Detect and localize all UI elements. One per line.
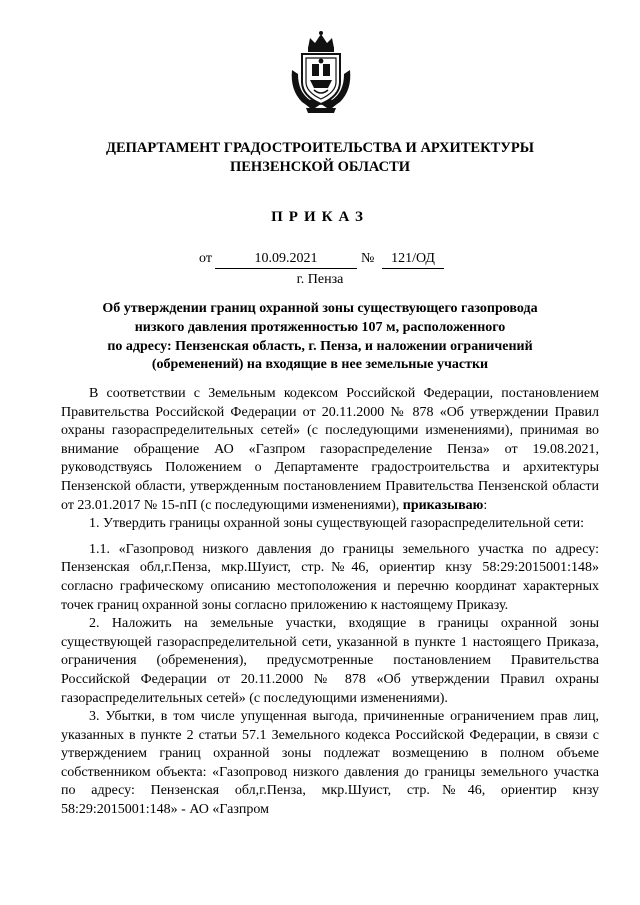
order-title-line: низкого давления протяженностью 107 м, расположенного — [134, 319, 506, 335]
preamble-paragraph — [61, 385, 599, 515]
order-date: 10.09.2021 — [215, 250, 357, 269]
preamble-text: В соответствии с Земельным кодексом Российской Федерации, постановлением Правительства Российской Федерации от 20.11.2000 № 878 «Об утверждении Правил охраны газораспределительных сетей» (с последующими изменениями), принимая во внимание обращение АО «Газпром газораспределение Пенза» от 19.08.2021, руководствуясь Положением о Департаменте градостроительства и архитектуры Пензенской области, утвержденным постановлением Правительства Пензенской области от 23.01.2017 № 15-пП (с последующими изменениями), — [61, 386, 599, 513]
document-type-heading: ПРИКАЗ — [271, 209, 369, 225]
order-title-line: Об утверждении границ охранной зоны существующего газопровода — [102, 301, 538, 316]
department-name-line1: ДЕПАРТАМЕНТ ГРАДОСТРОИТЕЛЬСТВА И АРХИТЕКТУРЫ — [105, 140, 535, 156]
order-body — [61, 385, 599, 820]
item-1: 1. Утвердить границы охранной зоны существующей газораспределительной сети: — [89, 516, 584, 532]
city: г. Пенза — [296, 272, 344, 287]
order-title-line: по адресу: Пензенская область, г. Пенза, и наложении ограничений — [107, 338, 533, 354]
department-name-line2: ПЕНЗЕНСКОЙ ОБЛАСТИ — [229, 159, 411, 175]
number-label: № — [361, 251, 375, 266]
item-1-1: 1.1. «Газопровод низкого давления до границы земельного участка по адресу: Пензенская обл,г.Пенза, мкр.Шуист, стр.№46, ориентир кнзу 58:29:2015001:148» согласно графическому описанию местоположения и перечню координат характерных точек границ охранной зоны согласно приложению к настоящему Приказу. — [61, 541, 599, 613]
order-title — [70, 300, 570, 375]
coat-of-arms-icon — [288, 30, 354, 114]
order-number: 121/ОД — [382, 250, 444, 269]
order-verb: приказываю — [402, 497, 484, 513]
preamble-colon: : — [483, 497, 488, 513]
item-3: 3. Убытки, в том числе упущенная выгода, причиненные ограничением прав лиц, указанных в пункте 2 статьи 57.1 Земельного кодекса Российской Федерации, в связи с утверждением границ охранной зоны подлежат возмещению в полном объеме собственником объекта: «Газопровод низкого давления до границы земельного участка по адресу: Пензенская обл,г.Пенза, мкр.Шуист, стр.№46, ориентир кнзу 58:29:2015001:148» - АО «Газпром — [61, 709, 599, 818]
from-label: от — [199, 251, 212, 266]
item-2: 2. Наложить на земельные участки, входящие в границы охранной зоны существующей газораспределительной сети, указанной в пункте 1 настоящего Приказа, ограничения (обременения), предусмотренные постановлением Правительства Российской Федерации от 20.11.2000 № 878 «Об утверждении Правил охраны газораспределительных сетей» (с последующими изменениями). — [61, 616, 599, 706]
order-title-line: (обременений) на входящие в нее земельные участки — [151, 357, 489, 373]
